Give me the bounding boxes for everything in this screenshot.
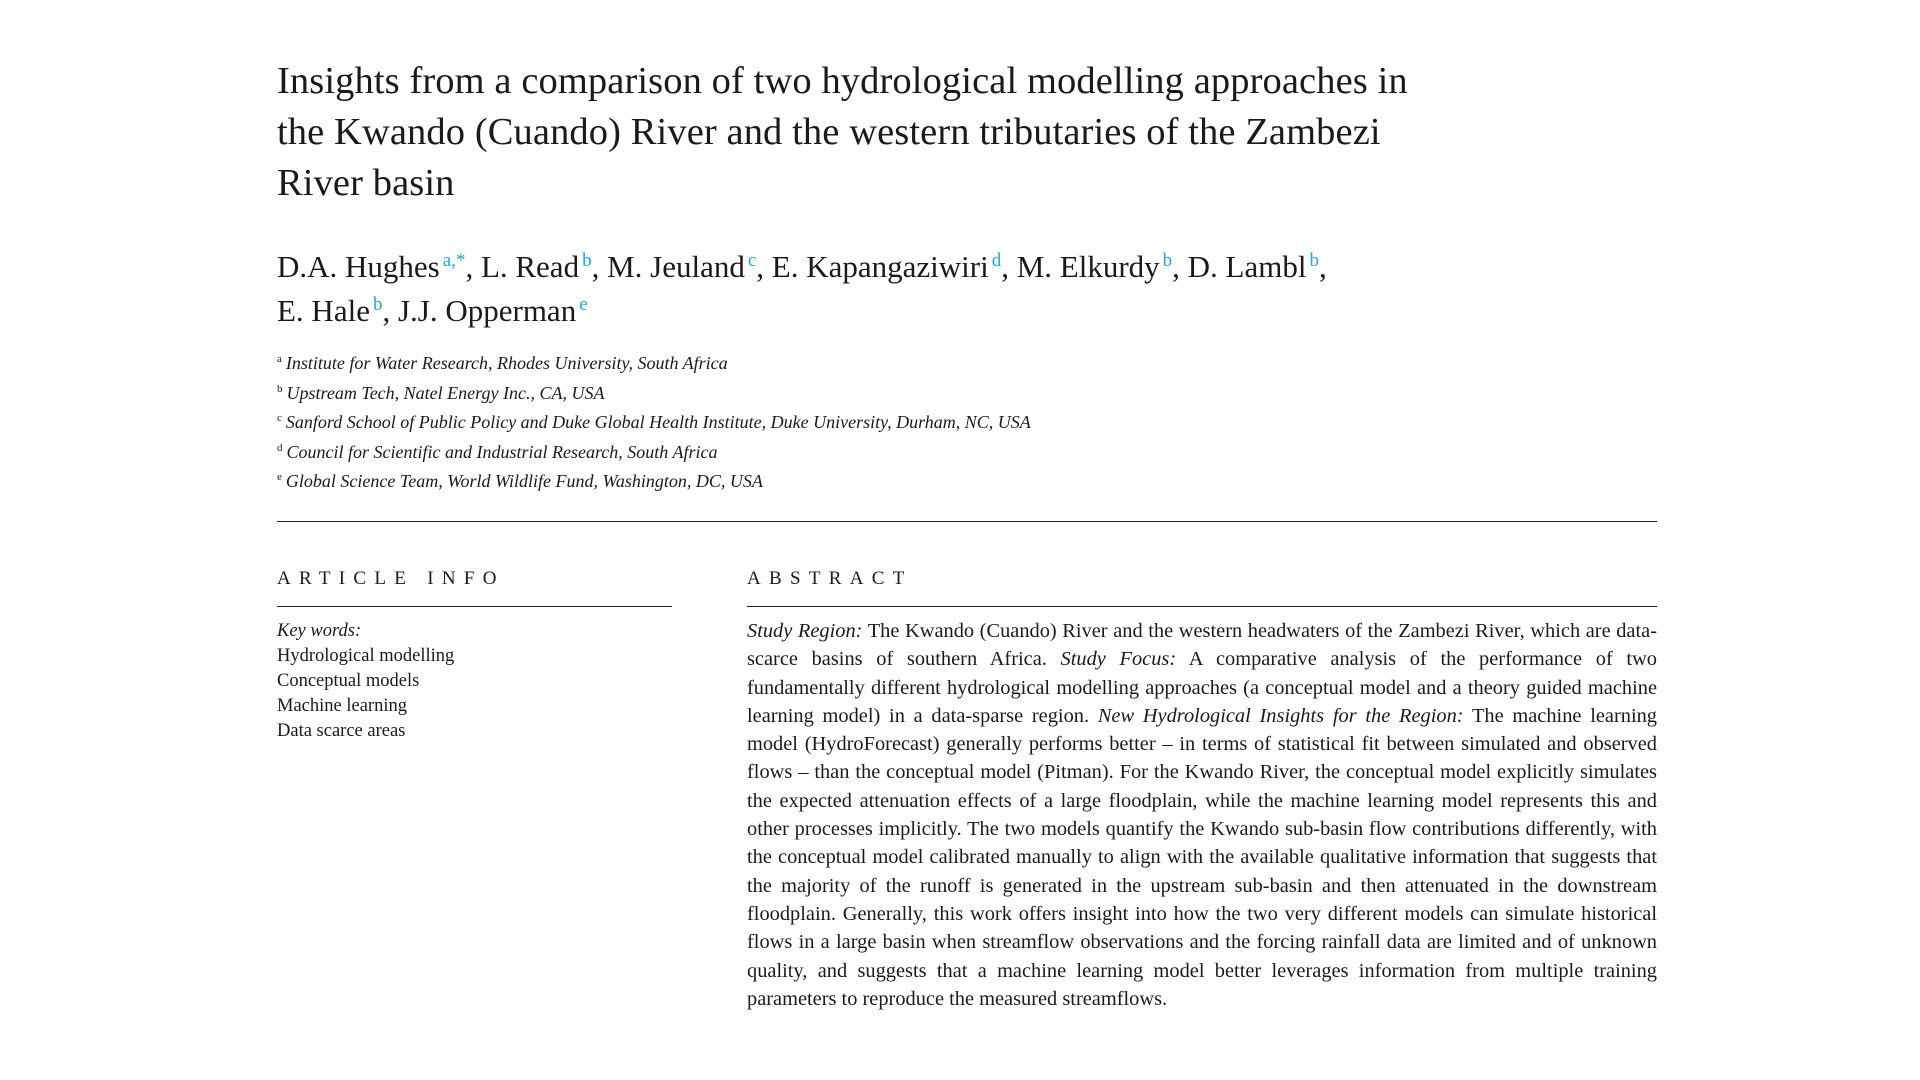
article-header (277, 56, 1658, 1010)
affiliation-link[interactable]: d (991, 250, 1002, 271)
abstract-text (747, 617, 1657, 1013)
affiliation-link[interactable]: a, (442, 250, 456, 271)
abstract-label-region: Study Region: (747, 619, 863, 642)
affiliation-link[interactable]: b (1162, 250, 1173, 271)
affiliation-item (277, 347, 1657, 377)
abstract-insights-text: The machine learning model (HydroForecast) generally performs better – in terms of statistical fit between simulated and observed flows – than the conceptual model (Pitman). For the Kwando River, the conceptual model explicitly simulates the expected attenuation effects of a large floodplain, while the machine learning model represents this and other processes implicitly. The two models quantify the Kwando sub-basin flow contributions differently, with the conceptual model calibrated manually to align with the available qualitative information that suggests that the majority of the runoff is generated in the upstream sub-basin and then attenuated in the downstream floodplain. Generally, this work offers insight into how the two very different models can simulate historical flows in a large basin when streamflow observations and the forcing rainfall data are limited and of unknown quality, and suggests that a machine learning model better leverages information from multiple training parameters to reproduce the measured streamflows. (747, 704, 1658, 1010)
affiliation-text: Council for Scientific and Industrial Research, South Africa (286, 441, 718, 462)
article-info-heading: ARTICLE INFO (277, 567, 505, 589)
affiliation-text: Sanford School of Public Policy and Duke Global Health Institute, Duke University, Durham, NC, USA (285, 412, 1031, 433)
affiliation-item (277, 377, 1657, 407)
author-name: D. Lambl (1187, 249, 1307, 284)
article-title: Insights from a comparison of two hydrological modelling approaches in the Kwando (Cuando) River and the western tributaries of the Zambezi River basin (277, 60, 1408, 204)
keyword-item: Data scarce areas (277, 720, 406, 741)
keyword-item: Hydrological modelling (277, 645, 455, 666)
affiliation-key: b (277, 382, 283, 395)
author-name: E. Hale (277, 293, 370, 328)
author-separator: , (1172, 249, 1188, 284)
abstract-focus-text: A comparative analysis of the performance of two fundamentally different hydrological modelling approaches (a conceptual model and a theory guided machine learning model) in a data-sparse region. (747, 648, 1657, 727)
affiliation-item (277, 406, 1657, 436)
author-name: L. Read (480, 249, 580, 284)
abstract-label-focus: Study Focus: (1060, 648, 1177, 671)
header-divider (277, 521, 1657, 522)
affiliation-key: d (277, 441, 283, 454)
author-separator: , (756, 249, 772, 284)
affiliation-key: e (277, 471, 282, 484)
affiliation-link[interactable]: b (1309, 250, 1319, 271)
keyword-item: Conceptual models (277, 670, 420, 691)
affiliation-text: Global Science Team, World Wildlife Fund, Washington, DC, USA (285, 471, 763, 492)
affiliation-list (277, 347, 1657, 495)
affiliation-link[interactable]: e (579, 294, 588, 315)
affiliation-link[interactable]: b (372, 294, 383, 315)
author-name: M. Elkurdy (1016, 249, 1160, 284)
author-name: M. Jeuland (607, 249, 745, 284)
affiliation-link[interactable]: c (747, 250, 757, 271)
affiliation-link[interactable]: b (582, 250, 592, 271)
keywords-label: Key words: (277, 620, 362, 641)
author-name: D.A. Hughes (277, 249, 440, 284)
article-info-divider (277, 606, 672, 607)
article-info-column (277, 567, 672, 744)
author-list (277, 242, 1657, 330)
abstract-heading: ABSTRACT (747, 567, 913, 589)
affiliation-text: Institute for Water Research, Rhodes University, South Africa (285, 353, 728, 373)
affiliation-item (277, 436, 1657, 466)
author-separator: , (1318, 249, 1327, 284)
abstract-region-text: The Kwando (Cuando) River and the western headwaters of the Zambezi River, which are data-scarce basins of southern Africa. (747, 619, 1657, 671)
abstract-divider (747, 606, 1657, 607)
affiliation-text: Upstream Tech, Natel Energy Inc., CA, USA (286, 382, 605, 403)
author-name: E. Kapangaziwiri (771, 249, 989, 284)
affiliation-item (277, 465, 1657, 495)
author-separator: , (1001, 249, 1017, 284)
corresponding-author-link[interactable]: * (455, 250, 466, 271)
affiliation-key: a (277, 353, 282, 365)
keyword-item: Machine learning (277, 695, 407, 716)
author-separator: , (591, 249, 608, 284)
author-separator: , (465, 249, 481, 284)
affiliation-key: c (277, 412, 282, 425)
abstract-column (747, 567, 1657, 1034)
abstract-label-insights: New Hydrological Insights for the Region: (1097, 704, 1464, 727)
author-name: J.J. Opperman (397, 293, 577, 328)
author-separator: , (382, 293, 398, 328)
